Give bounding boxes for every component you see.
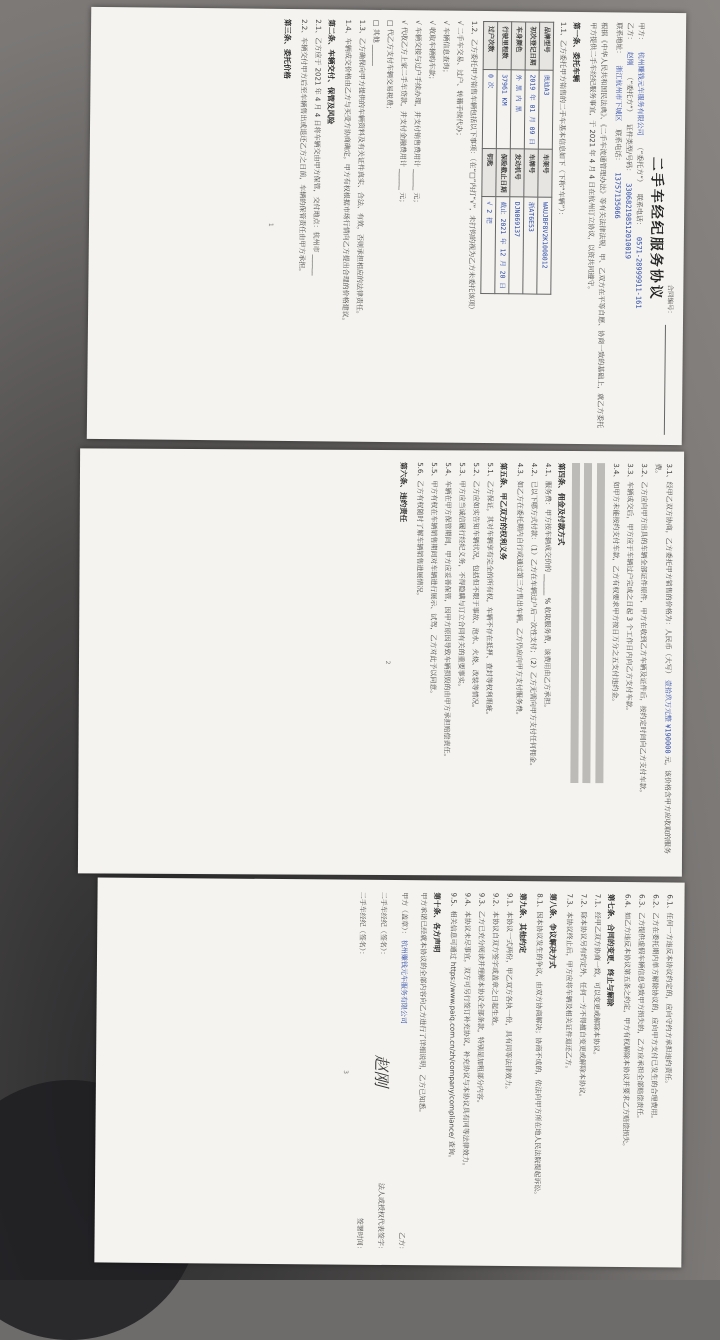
article-2-2: 2.2、车辆交付甲方后至车辆售出或退还乙方之日前，车辆的保管责任由甲方承担。 bbox=[297, 19, 309, 276]
article-6-2: 6.2、乙方在委托期内单方解除协议的，应向甲方支付已发生的合理费用。 bbox=[649, 894, 660, 1123]
vehicle-model: 奥迪A3 bbox=[538, 70, 553, 150]
party-a-sign-name: 杭州赚钱元车服务有限公司 bbox=[399, 939, 409, 1024]
rep-sign-label: 二手车经纪（签名）： bbox=[378, 891, 388, 959]
article-7-1: 7.1、经甲乙双方协商一致，可以变更或解除本协议。 bbox=[592, 893, 602, 1059]
article-5-2: 5.2、乙方应如实告知车辆状况，包括但不限于事故、泡水、火烧、改装等情况。 bbox=[470, 462, 481, 712]
article-5-3: 5.3、甲方应当诚信履行经纪义务，不得隐瞒与订立合同有关的重要事实。 bbox=[456, 462, 467, 691]
vehicle-color: 外 黑 内 黑 bbox=[510, 70, 525, 150]
contract-no-line bbox=[664, 325, 675, 435]
article-1-2-item-7: □ 其他 ______ bbox=[371, 19, 381, 66]
article-5-title: 第五条、甲乙双方的权利义务 bbox=[498, 462, 509, 561]
vehicle-plate-label: 车牌号 bbox=[524, 149, 539, 197]
article-7-2: 7.2、除本协议另有约定外，任何一方不得擅自变更或解除本协议。 bbox=[577, 893, 588, 1101]
page-number-1: 1 bbox=[266, 222, 275, 227]
vehicle-reg-date: 2019 年 01 月 09 日 bbox=[524, 70, 539, 150]
address-label: 联系地址： bbox=[614, 22, 624, 58]
article-1-3: 1.3、乙方确保向甲方提供的车辆资料及有关证件真实、合法、有效，否则承担相应的法律责任。 bbox=[355, 19, 367, 318]
contract-page-3 bbox=[94, 877, 684, 1267]
vehicle-insurance-label: 保险截止日期 bbox=[496, 149, 511, 197]
vehicle-keys: √ 2 把 bbox=[481, 197, 496, 293]
party-a-phone: 0571-28999911-161 bbox=[634, 236, 643, 309]
article-1-2: 1.2、乙方委托甲方销售车辆包括以下事项：（在“□”内打“√”，未打钩的视为乙方未委托该项） bbox=[467, 20, 479, 314]
price-in-words: 壹拾玖万元整 bbox=[663, 679, 672, 722]
page-number-2: 2 bbox=[383, 660, 392, 665]
article-9-4: 9.4、本协议未尽事宜，双方可另行签订补充协议，补充协议与本协议具有同等法律效力。 bbox=[461, 892, 472, 1170]
vehicle-mileage-label: 行驶里程数 bbox=[497, 22, 512, 70]
article-9-2: 9.2、本协议自双方签字或盖章之日起生效。 bbox=[490, 892, 500, 1031]
article-5-5: 5.5、甲方有权在车辆销售期间对车辆进行展示、试驾，乙方对此予以同意。 bbox=[428, 462, 439, 698]
signature-row-1 bbox=[395, 892, 409, 1253]
article-6-4: 6.4、如乙方违反本协议第五条之约定，甲方有权解除本协议并要求乙方赔偿损失。 bbox=[621, 894, 632, 1151]
party-a-role: （“委托方”） bbox=[635, 143, 644, 186]
article-9-5: 9.5、相关信息可通过 https://www.paiq.com.cn/zh/company/compliance/ 查询。 bbox=[447, 892, 458, 1162]
redacted-row-1 bbox=[595, 463, 605, 783]
address-value: 浙江杭州市下城区 bbox=[614, 65, 623, 122]
party-b-phone-label: 联系电话： bbox=[613, 129, 623, 165]
redacted-table bbox=[570, 463, 606, 864]
redacted-row-2 bbox=[582, 463, 592, 783]
vehicle-mileage: 37961 KM bbox=[496, 70, 511, 150]
vehicle-color-label: 车身颜色 bbox=[511, 22, 526, 70]
agent-sign-label: 法人或授权代表签字： bbox=[376, 1182, 386, 1253]
article-7-3: 7.3、本协议终止后，甲方应将车辆及相关证件退还乙方。 bbox=[564, 893, 574, 1073]
article-10-text: 甲方承诺已经就本协议的全部内容向乙方进行了详细说明，乙方已知悉。 bbox=[417, 892, 428, 1117]
article-6-3: 6.3、乙方提供虚假车辆信息导致甲方损失的，乙方应承担全部赔偿责任。 bbox=[635, 894, 646, 1123]
article-4-3: 4.3、如乙方在委托期内自行或通过第三方售出车辆，乙方仍应向甲方支付服务费。 bbox=[514, 462, 525, 719]
article-5-4: 5.4、车辆在甲方保管期间，甲方应妥善保管，因甲方原因导致车辆损毁的由甲方承担赔偿责任。 bbox=[442, 462, 453, 761]
article-1-2-item-1: √ 二手车交易、过户、转籍手续代办； bbox=[454, 20, 465, 140]
vehicle-keys-label: 钥匙 bbox=[482, 149, 497, 197]
contract-page-1 bbox=[87, 7, 686, 445]
article-1-2-item-4: √ 车辆交接与过户手续办理，并支付销售费用计 ______ 元； bbox=[412, 20, 423, 207]
article-1-2-item-2: √ 车辆信息查询； bbox=[441, 20, 451, 77]
article-1-2-item-5: √ 代收乙方上家二手车贷款，并支付金融费用计 ______ 元； bbox=[398, 20, 409, 207]
vehicle-engine: DJN069137 bbox=[509, 197, 524, 293]
article-4-1: 4.1、服务费：甲方按车辆成交价的 ______ % 收取服务费，该费用由乙方承担。 bbox=[542, 462, 553, 712]
article-9-3: 9.3、乙方已充分阅读并理解本协议全部条款，特别是加粗部分内容。 bbox=[475, 892, 486, 1107]
article-3-2: 3.2、乙方应向甲方出具的车辆全部证件原件，甲方在收到乙方车辆及证件后，按约定时间向乙方支付车款。 bbox=[638, 463, 649, 797]
party-a-name: 杭州赚钱元车服务有限公司 bbox=[635, 51, 645, 136]
article-3-3: 3.3、车辆成交后，甲方应于车辆过户完成之日起 3 个工作日内向乙方支付车款。 bbox=[624, 463, 635, 715]
signature-row-2 bbox=[371, 891, 392, 1253]
signature-row-3 bbox=[353, 892, 367, 1253]
price-in-numbers: ¥190000 bbox=[663, 724, 672, 754]
contract-no-label: 合同编号： bbox=[666, 284, 675, 318]
preamble-text: 根据《中华人民共和国民法典》、《二手车流通管理办法》等有关法律法规，甲、乙双方在平等自愿、协商一致的基础上，就乙方委托甲方提供二手车经纪服务事宜，于 2021 年 4 月 4 日在杭州订立协议，以资共同遵守。 bbox=[586, 22, 609, 429]
article-5-1: 5.1、乙方保证，其对车辆享有完全的所有权，车辆不存在抵押、查封等权利瑕疵。 bbox=[484, 462, 495, 719]
vehicle-reg-date-label: 初次登记日期 bbox=[525, 22, 540, 70]
article-7-title: 第七条、合同的变更、终止与解除 bbox=[605, 893, 616, 1007]
party-a-phone-label: 联系电话： bbox=[634, 193, 644, 229]
party-a-id: 330682198512010019 bbox=[623, 183, 633, 260]
party-b-label: 乙方： bbox=[625, 22, 635, 44]
party-b-role: （“委托方”） bbox=[625, 73, 634, 116]
vehicle-vin-label: 车架号 bbox=[538, 149, 553, 197]
party-b-handwritten-signature: 赵刚 bbox=[371, 1054, 392, 1087]
vehicle-transfer-label: 过户次数 bbox=[483, 22, 498, 70]
article-3-4: 3.4、如甲方未能按约支付车款，乙方有权要求甲方按日万分之五支付违约金。 bbox=[610, 463, 621, 706]
party-b-name: 赵刚 bbox=[625, 51, 634, 66]
vehicle-plate: 浙AT6E53 bbox=[523, 197, 538, 293]
page-number-3: 3 bbox=[341, 1070, 350, 1075]
article-1-4: 1.4、车辆成交价格由乙方与买受方协商确定，甲方有权根据市场行情向乙方提出合理的价格建议。 bbox=[340, 19, 353, 325]
contract-page-2 bbox=[78, 448, 684, 876]
article-9-title: 第九条、其他约定 bbox=[518, 893, 528, 954]
article-1-2-item-3: √ 收取车辆购车款； bbox=[427, 20, 437, 84]
article-6-title: 第六条、违约责任 bbox=[398, 462, 409, 523]
party-b-sign-label: 乙方： bbox=[397, 1232, 406, 1254]
rep2-sign-label: 二手车经纪（签名）： bbox=[357, 891, 367, 959]
article-4-2: 4.2、已以下哪方式付款：（1）乙方在车辆过户后一次性支付；（2）乙方无需向甲方支付任何佣金。 bbox=[528, 462, 539, 770]
article-4-title: 第四条、佣金及付款方式 bbox=[556, 462, 567, 546]
article-3-1 bbox=[650, 463, 674, 864]
vehicle-model-label: 品牌型号 bbox=[539, 22, 554, 70]
article-3-1-pre: 3.1、经甲乙双方协商，乙方委托甲方销售的价格为：人民币（大写） bbox=[663, 463, 674, 678]
article-2-1: 2.1、乙方应于 2021 年 4 月 4 日将车辆交由甲方保管，交付地点：杭州市 ______ bbox=[311, 19, 323, 276]
article-9-1: 9.1、本协议一式两份，甲乙双方各执一份，具有同等法律效力。 bbox=[503, 893, 514, 1094]
article-8-1: 8.1、因本协议发生的争议，由双方协商解决；协商不成的，依法向甲方所在地人民法院提起诉讼。 bbox=[532, 893, 544, 1199]
article-3-title: 第三条、委托价格 bbox=[282, 18, 293, 79]
redacted-row-3 bbox=[571, 463, 581, 783]
vehicle-info-table bbox=[480, 21, 554, 294]
article-1-2-item-6: □ 代乙方支付车辆交易税费； bbox=[385, 19, 395, 113]
party-a-sign-label: 甲方（盖章）： bbox=[400, 892, 409, 938]
article-3-1-post: 元，该价格含甲方应收取的服务费。 bbox=[653, 463, 672, 854]
party-a-id-label: 证件类型/号码： bbox=[624, 123, 634, 176]
party-a-label: 甲方： bbox=[636, 22, 646, 44]
article-6-1: 6.1、任何一方违反本协议约定的，应向守约方承担违约责任。 bbox=[663, 894, 674, 1088]
document-title: 二手车经纪服务协议 bbox=[647, 156, 665, 301]
sign-date-label: 签署时间： bbox=[355, 1217, 364, 1253]
vehicle-vin: WAUJBF8V2K1008012 bbox=[537, 197, 552, 293]
article-5-6: 5.6、乙方有权随时了解车辆销售进展情况。 bbox=[415, 462, 425, 600]
vehicle-insurance: 截止 2021 年 12 月 20 日 bbox=[495, 197, 510, 293]
article-1-title: 第一条、委托车辆 bbox=[571, 21, 582, 83]
signature-block bbox=[353, 892, 409, 1253]
article-1-1: 1.1、乙方委托甲方销售的二手车基本信息如下（下称“车辆”）： bbox=[557, 21, 568, 219]
article-8-title: 第八条、争议解决方式 bbox=[547, 893, 558, 969]
vehicle-engine-label: 发动机号 bbox=[510, 149, 525, 197]
article-2-title: 第二条、车辆交付、保管及风险 bbox=[326, 19, 337, 125]
article-10-title: 第十条、各方声明 bbox=[432, 892, 442, 953]
party-b-phone: 13757135066 bbox=[613, 172, 622, 219]
vehicle-transfer: 0 次 bbox=[482, 70, 497, 150]
